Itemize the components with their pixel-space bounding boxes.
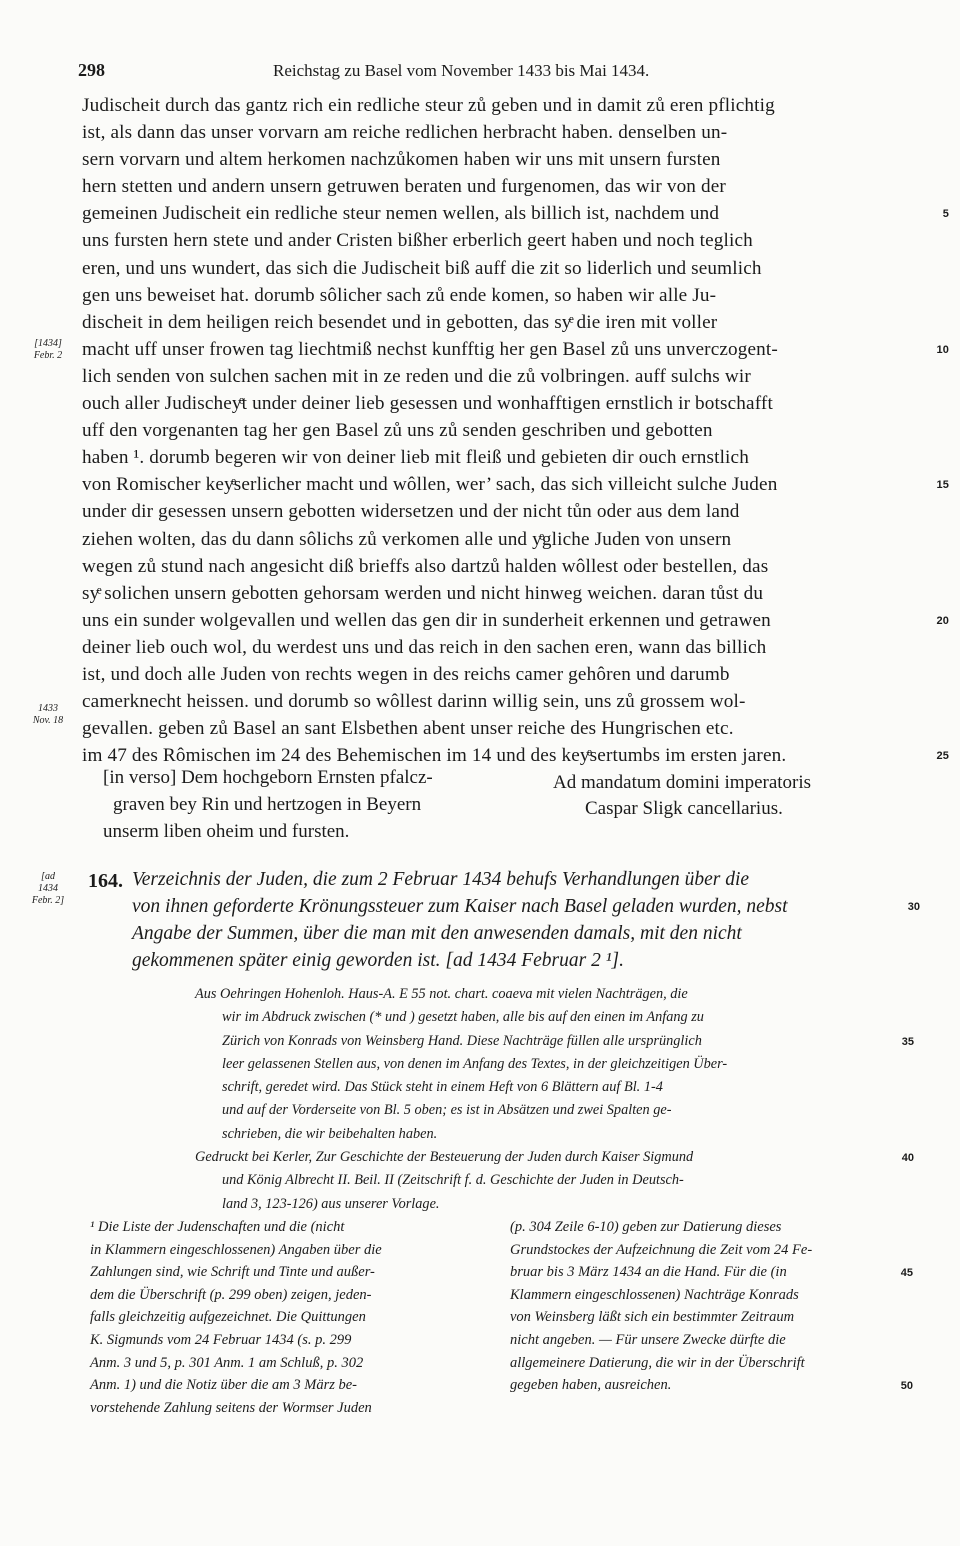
body-line — [82, 363, 904, 390]
entry-title-line — [132, 893, 920, 920]
margin-note-year: 1434 — [38, 883, 58, 894]
footnote-line-text: Anm. 3 und 5, p. 301 Anm. 1 am Schluß, p. 302 — [90, 1354, 364, 1371]
body-line — [82, 119, 904, 146]
body-line-text: macht uff unser frowen tag liechtmiß nechst kunfftig her gen Basel zů uns unverczogent- — [82, 338, 778, 360]
footnote-line — [510, 1261, 913, 1284]
source-line — [195, 983, 904, 1006]
body-line — [82, 282, 904, 309]
source-line-text: und König Albrecht II. Beil. II (Zeitschrift f. d. Geschichte der Juden in Deutsch- — [222, 1172, 684, 1189]
source-line — [204, 1099, 904, 1122]
source-line-text: schrieben, die wir beibehalten haben. — [222, 1125, 438, 1142]
source-line — [204, 1123, 904, 1146]
source-line — [204, 1193, 904, 1216]
line-number: 45 — [900, 1267, 913, 1280]
footnote-line-text: falls gleichzeitig aufgezeichnet. Die Quittungen — [90, 1309, 366, 1326]
line-number: 50 — [900, 1380, 913, 1393]
source-line — [204, 1076, 904, 1099]
address-line: unserm liben oheim und fursten. — [103, 821, 350, 842]
footnote-line-text: Zahlungen sind, wie Schrift und Tinte und außer- — [90, 1264, 375, 1281]
body-line-text: ist, als dann das unser vorvarn am reiche redlichen herbracht haben. denselben un- — [82, 122, 728, 144]
entry-title-line — [132, 920, 907, 947]
address-in-verso — [103, 764, 523, 845]
entry-title-line — [132, 866, 907, 893]
body-line-text: deiner lieb ouch wol, du werdest uns und das reich in den sachen eren, wann das billich — [82, 636, 767, 658]
body-line-text: sern vorvarn und altem herkomen nachzůkomen haben wir uns mit unsern fursten — [82, 149, 721, 171]
body-line — [82, 146, 904, 173]
footnote-line-text: vorstehende Zahlung seitens der Wormser Juden — [90, 1399, 372, 1416]
footnote-line — [90, 1284, 490, 1307]
footnote-line-text: dem die Überschrift (p. 299 oben) zeigen, jeden- — [90, 1286, 372, 1303]
body-line-text: uns fursten hern stete und ander Cristen bißher erberlich geert haben und noch teglich — [82, 230, 753, 252]
margin-note-year: [1434] — [34, 338, 62, 349]
body-line — [82, 553, 904, 580]
source-description — [195, 983, 914, 1216]
page-number: 298 — [78, 60, 105, 80]
footnote-line — [90, 1216, 490, 1239]
body-line-text: discheit in dem heiligen reich besendet und in gebotten, das syͤ die iren mit voller — [82, 311, 718, 333]
body-line-text: hern stetten und andern unsern getruwen beraten und furgenomen, das wir von der — [82, 176, 726, 198]
body-line — [82, 255, 904, 282]
source-line-text: und auf der Vorderseite von Bl. 5 oben; es ist in Absätzen und zwei Spalten ge- — [222, 1102, 672, 1119]
footnote-line-text: bruar bis 3 März 1434 an die Hand. Für die (in — [510, 1264, 787, 1281]
body-line — [82, 309, 904, 336]
footnote-line — [90, 1261, 490, 1284]
source-line — [204, 1006, 904, 1029]
body-line — [82, 471, 949, 498]
margin-note-prefix: [ad — [41, 871, 55, 882]
body-line — [82, 661, 904, 688]
body-line-text: ziehen wolten, das du dann sôlichs zů verkomen alle und yͤgliche Juden von unsern — [82, 528, 732, 550]
footnote-line-text: K. Sigmunds vom 24 Februar 1434 (s. p. 299 — [90, 1331, 352, 1348]
footnote-line — [90, 1352, 490, 1375]
source-line-text: wir im Abdruck zwischen (* und ) gesetzt haben, alle bis auf den einen im Anfang zu — [222, 1009, 704, 1026]
footnote-line-text: von Weinsberg läßt sich ein bestimmter Zeitraum — [510, 1309, 795, 1326]
address-line: [in verso] Dem hochgeborn Ernsten pfalcz- — [103, 767, 433, 788]
body-line — [82, 92, 904, 119]
source-line-text: schrift, geredet wird. Das Stück steht in einem Heft von 6 Blättern auf Bl. 1-4 — [222, 1079, 663, 1096]
footnote-line-text: gegeben haben, ausreichen. — [510, 1377, 672, 1394]
footnote-line — [510, 1239, 905, 1262]
body-line — [82, 526, 904, 553]
footnote-line-text: (p. 304 Zeile 6-10) geben zur Datierung dieses — [510, 1219, 782, 1235]
page-header — [78, 60, 898, 84]
line-number: 10 — [936, 343, 949, 356]
body-line — [82, 634, 904, 661]
source-line-text: Aus Oehringen Hohenloh. Haus-A. E 55 not. chart. coaeva mit vielen Nachträgen, die — [195, 986, 688, 1002]
body-line-text: haben ¹. dorumb begeren wir von deiner lieb mit fleiß und gebieten dir ouch ernstlich — [82, 447, 749, 469]
footnote-line-text: nicht angeben. — Für unsere Zwecke dürfte die — [510, 1331, 786, 1348]
line-number: 40 — [901, 1152, 914, 1165]
entry-number: 164. — [88, 870, 123, 892]
body-line — [82, 417, 904, 444]
footnote-line — [510, 1216, 905, 1239]
body-line — [82, 580, 904, 607]
footnote-line — [90, 1374, 490, 1397]
body-line-text: under dir gesessen unsern gebotten widersetzen und der nicht tůn oder aus dem land — [82, 501, 740, 523]
margin-note-day: Nov. 18 — [32, 715, 64, 726]
body-line-text: uns ein sunder wolgevallen und wellen das gen dir in sunderheit erkennen und getrawen — [82, 609, 771, 631]
entry-title-line — [132, 947, 907, 974]
body-line — [82, 336, 949, 363]
line-number: 20 — [936, 614, 949, 627]
source-line-text: Zürich von Konrads von Weinsberg Hand. Diese Nachträge füllen alle ursprünglich — [222, 1032, 702, 1049]
line-number: 5 — [942, 208, 949, 221]
footnote-line-text: Grundstockes der Aufzeichnung die Zeit vom 24 Fe- — [510, 1241, 813, 1258]
source-line-text: Gedruckt bei Kerler, Zur Geschichte der Besteuerung der Juden durch Kaiser Sigmund — [195, 1149, 694, 1166]
body-line-text: wegen zů stund nach angesicht diß brieffs also dartzů halden wôllest oder bestellen, das — [82, 555, 769, 577]
source-line-text: land 3, 123-126) aus unserer Vorlage. — [222, 1195, 440, 1212]
footnote-line — [510, 1352, 905, 1375]
body-line-text: Judischeit durch das gantz rich ein redliche steur zů geben und in damit zů eren pflichtig — [82, 95, 775, 116]
body-line-text: eren, und uns wundert, das sich die Judischeit biß auff die zit so liderlich und seumlich — [82, 257, 762, 279]
margin-note-day: Febr. 2] — [31, 895, 65, 906]
margin-note-year: 1433 — [38, 703, 58, 714]
footnote-line — [510, 1306, 905, 1329]
mandatum-line: Ad mandatum domini imperatoris — [553, 772, 812, 793]
body-line — [82, 607, 949, 634]
footnote-column-right — [510, 1216, 913, 1397]
footnote-line-text: in Klammern eingeschlossenen) Angaben über die — [90, 1241, 382, 1258]
entry-title-line-text: Verzeichnis der Juden, die zum 2 Februar 1434 behufs Verhandlungen über die — [132, 869, 750, 890]
running-title: Reichstag zu Basel vom November 1433 bis Mai 1434. — [273, 61, 650, 80]
source-line — [204, 1169, 904, 1192]
footnote-line — [90, 1239, 490, 1262]
address-line: graven bey Rin und hertzogen in Beyern — [113, 794, 422, 815]
body-line-text: gen uns beweiset hat. dorumb sôlicher sach zů ende komen, so haben wir alle Ju- — [82, 284, 717, 306]
footnote-line — [510, 1374, 913, 1397]
footnote-line-text: allgemeinere Datierung, die wir in der Überschrift — [510, 1354, 805, 1371]
margin-date-note-3 — [22, 871, 74, 907]
mandatum-note — [553, 770, 893, 822]
body-line — [82, 200, 949, 227]
letter-body — [82, 92, 949, 769]
mandatum-line: Caspar Sligk cancellarius. — [585, 798, 783, 819]
body-line-text: gemeinen Judischeit ein redliche steur nemen wellen, als billich ist, nachdem und — [82, 203, 720, 225]
entry-title-line-text: von ihnen geforderte Krönungssteuer zum Kaiser nach Basel geladen wurden, nebst — [132, 896, 788, 917]
footnote-line-text: Anm. 1) und die Notiz über die am 3 März be- — [90, 1377, 358, 1394]
margin-note-day: Febr. 2 — [33, 350, 63, 361]
body-line-text: ouch aller Judischeyͤt under deiner lieb gesessen und wonhafftigen ernstlich ir botschafft — [82, 393, 773, 415]
entry-title-line-text: Angabe der Summen, über die man mit den anwesenden damals, mit den nicht — [132, 923, 742, 944]
body-line — [82, 498, 904, 525]
body-line-text: uff den vorgenanten tag her gen Basel zů uns zů senden geschriben und gebotten — [82, 420, 713, 442]
body-line-text: gevallen. geben zů Basel an sant Elsbethen abent unser reiche des Hungrischen etc. — [82, 718, 734, 740]
body-line — [82, 444, 904, 471]
body-line — [82, 688, 904, 715]
body-line-text: im 47 des Rômischen im 24 des Behemischen im 14 und des keyͤsertumbs im ersten jaren. — [82, 745, 787, 767]
body-line-text: von Romischer keyͤserlicher macht und wôllen, wer’ sach, das sich villeicht sulche Juden — [82, 474, 778, 496]
source-line — [195, 1146, 914, 1169]
line-number: 30 — [907, 901, 920, 913]
footnote-line — [90, 1329, 490, 1352]
body-line-text: camerknecht heissen. und dorumb so wôllest darinn willig sein, uns zů grossem wol- — [82, 691, 746, 713]
margin-date-note-1 — [22, 338, 74, 362]
body-line-text: syͤ solichen unsern gebotten gehorsam werden und nicht hinweg weichen. daran tůst du — [82, 582, 764, 604]
body-line-text: ist, und doch alle Juden von rechts wegen in des reichs camer gehôren und darumb — [82, 663, 730, 685]
footnote-line — [90, 1306, 490, 1329]
line-number: 35 — [901, 1035, 914, 1048]
body-line — [82, 173, 904, 200]
body-line — [82, 390, 904, 417]
footnote-line-text: Klammern eingeschlossenen) Nachträge Konrads — [510, 1286, 799, 1303]
footnote-line — [510, 1329, 905, 1352]
margin-date-note-2 — [22, 703, 74, 727]
body-line — [82, 227, 904, 254]
footnote-line — [510, 1284, 905, 1307]
body-line-text: lich senden von sulchen sachen mit in ze reden und die zů volbringen. auff sulchs wir — [82, 365, 751, 387]
line-number: 25 — [936, 750, 949, 763]
body-line — [82, 715, 904, 742]
source-line — [204, 1030, 914, 1053]
entry-title-line-text: gekommenen später einig geworden ist. [ad 1434 Februar 2 ¹]. — [132, 950, 625, 971]
line-number: 15 — [936, 479, 949, 492]
source-line — [204, 1053, 904, 1076]
source-line-text: leer gelassenen Stellen aus, von denen im Anfang des Textes, in der gleichzeitigen Über- — [222, 1055, 728, 1072]
footnote-column-left — [90, 1216, 490, 1419]
entry-title — [132, 866, 920, 974]
footnote-line — [90, 1397, 490, 1420]
footnote-line-text: ¹ Die Liste der Judenschaften und die (nicht — [90, 1219, 345, 1235]
